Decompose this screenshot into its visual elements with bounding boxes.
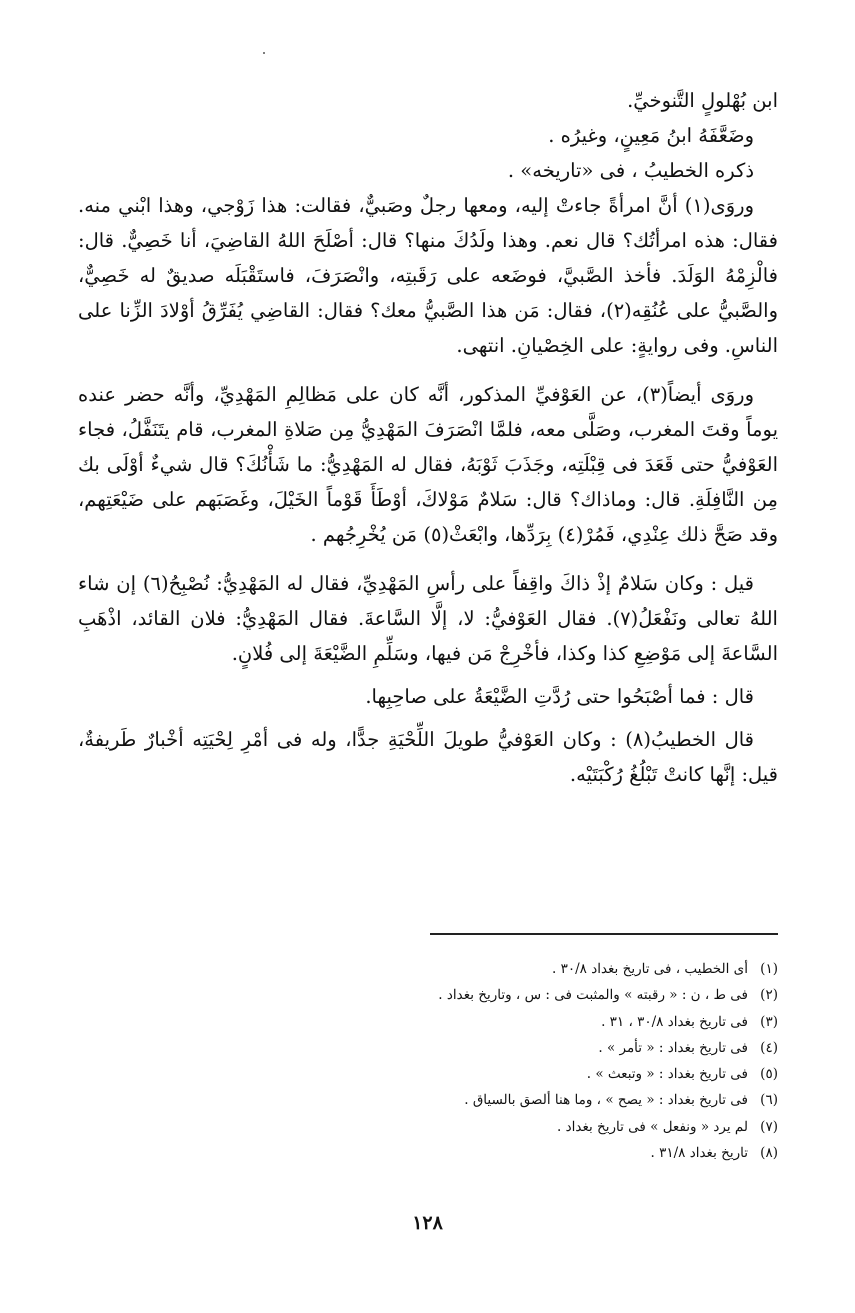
paragraph-woman-story: وروَى(١) أنَّ امرأةً جاءتْ إليه، ومعها رجلٌ وصَبيٌّ، فقالت: هذا زَوْجي، وهذا ابْني منه. فقال: هذه امرأتُك؟ قال نعم. وهذا ولَدُكَ منها؟ قال: أصْلَحَ اللهُ القاضِيَ، أنا خَصِيٌّ. قال: فالْزِمْهُ الوَلَدَ. فأخذ الصَّبيَّ، فوضَعه على رَقَبتِه، وانْصَرَفَ، فاستَقْبَلَه صديقٌ له خَصِيٌّ، والصَّبيُّ على عُنُقِه(٢)، فقال: مَن هذا الصَّبيُّ معك؟ فقال: القاضِي يُفَرِّقُ أوْلادَ الزِّنا على الناسِ. وفى روايةٍ: على الخِصْيانِ. انتهى. <box>78 194 778 357</box>
page-number: ١٢٨ <box>412 1212 443 1234</box>
footnote <box>78 956 778 982</box>
footnote-text: فى تاريخ بغداد ٣٠/٨ ، ٣١ . <box>601 1013 748 1030</box>
footnote-text: فى تاريخ بغداد : « وتبعث » . <box>586 1066 748 1083</box>
paragraph-khatib-mention: ذكره الخطيبُ ، فى «تاريخه» . <box>507 159 754 182</box>
paragraph-heading-line: ابن بُهْلولٍ التَّنوخيِّ. <box>627 89 778 112</box>
main-text <box>78 83 778 792</box>
footnote-text: فى تاريخ بغداد : « يصح » ، وما هنا ألصق بالسياق . <box>464 1092 748 1109</box>
footnote <box>78 1087 778 1113</box>
footnote-divider <box>430 933 778 935</box>
footnote <box>78 1061 778 1087</box>
paragraph-weakened: وضَعَّفَهُ ابنُ مَعِينٍ، وغيرُه . <box>548 124 754 147</box>
footnote-number: (٢) <box>760 987 778 1004</box>
footnote-number: (٨) <box>760 1145 778 1162</box>
footnote-number: (١) <box>760 961 778 977</box>
paragraph-mahdi-story: وروَى أيضاً(٣)، عن العَوْفيِّ المذكور، أنَّه كان على مَظالِمِ المَهْدِيِّ، وأنَّه حضر عنده يوماً وقتَ المغرب، وصَلَّى معه، فلمَّا انْصَرَفَ المَهْدِيُّ مِن صَلاةِ المغرب، قام يتَنَفَّلُ، فجاء العَوْفيُّ حتى قَعَدَ فى قِبْلَتِه، وجَذَبَ ثَوْبَهُ، فقال له المَهْدِيُّ: ما شَأْنُكَ؟ قال شيءٌ أوْلَى بك مِن النَّافِلَةِ. قال: وماذاك؟ قال: سَلامٌ مَوْلاكَ، أوْطَأَ قَوْماً الخَيْلَ، وغَصَبَهم على ضَيْعَتِهم، وقد صَحَّ ذلك عِنْدِي، فَمُرْ(٤) بِرَدِّها، وابْعَثْ(٥) مَن يُخْرِجُهم . <box>78 383 778 546</box>
footnotes-list <box>78 956 778 1166</box>
footnote-number: (٣) <box>760 1013 778 1030</box>
paragraph-beard: قال الخطيبُ(٨) : وكان العَوْفيُّ طويلَ اللِّحْيَةِ جدًّا، وله فى أمْرِ لِحْيَتِه أخْبارٌ طَريفةٌ، قيل: إنَّها كانتْ تَبْلُغُ رُكْبَتَيْه. <box>78 728 778 786</box>
footnote <box>78 1114 778 1140</box>
footnote-number: (٤) <box>760 1039 778 1056</box>
footnote-number: (٦) <box>760 1092 778 1109</box>
footnote <box>78 1009 778 1035</box>
footnote-text: لم يرد « ونفعل » فى تاريخ بغداد . <box>557 1118 748 1135</box>
footnote <box>78 1140 778 1166</box>
footnote-text: فى ط ، ن : « رقبته » والمثبت فى : س ، وتاريخ بغداد . <box>438 987 748 1004</box>
footnote-text: فى تاريخ بغداد : « تأمر » . <box>598 1039 748 1056</box>
footnote-text: أى الخطيب ، فى تاريخ بغداد ٣٠/٨ . <box>552 961 748 977</box>
footnote-text: تاريخ بغداد ٣١/٨ . <box>650 1145 748 1162</box>
paragraph-salam: قيل : وكان سَلامٌ إذْ ذاكَ واقِفاً على رأسِ المَهْدِيِّ، فقال له المَهْدِيُّ: نُصْبِحُ(٦) إن شاء اللهُ تعالى ونَفْعَلُ(٧). فقال العَوْفيُّ: لا، إلَّا السَّاعةَ. فقال المَهْدِيُّ: فلان القائد، اذْهَبِ السَّاعةَ إلى مَوْضِعِ كذا وكذا، فأخْرِجْ مَن فيها، وسَلِّمِ الضَّيْعَةَ إلى فُلانٍ. <box>78 572 778 665</box>
print-speck <box>263 52 265 54</box>
footnote-number: (٥) <box>760 1066 778 1083</box>
footnote <box>78 1035 778 1061</box>
footnote-number: (٧) <box>760 1118 778 1135</box>
footnote <box>78 982 778 1008</box>
paragraph-returned: قال : فما أصْبَحُوا حتى رُدَّتِ الضَّيْعَةُ على صاحِبِها. <box>365 685 754 708</box>
